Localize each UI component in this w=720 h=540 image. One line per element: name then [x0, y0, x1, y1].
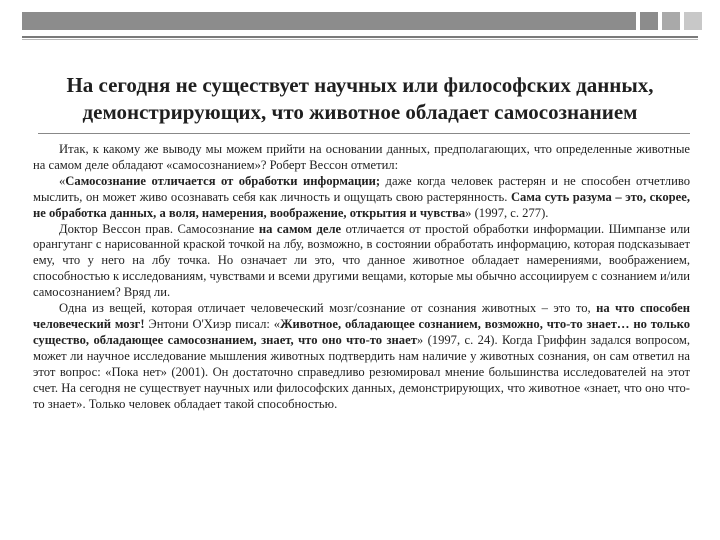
- slide-title-line2: демонстрирующих, что животное обладает самосознанием: [82, 100, 638, 124]
- slide-title: [20, 72, 700, 126]
- bold-phrase: Сама суть разума – это, скорее, не обработка данных, а воля, намерения, воображение, открытия и чувства: [33, 189, 690, 220]
- quote-open: «: [59, 173, 66, 188]
- slide-title-line1: На сегодня не существует научных или философских данных,: [66, 73, 654, 97]
- text-span: Доктор Вессон прав. Самосознание: [59, 221, 259, 236]
- paragraph-1: Итак, к какому же выводу мы можем прийти на основании данных, предполагающих, что определенные животные на самом деле обладают «самосознанием»? Роберт Вессон отметил:: [33, 142, 690, 172]
- bold-phrase: на самом деле: [258, 221, 342, 236]
- bold-phrase: Самосознание отличается от обработки информации;: [65, 173, 381, 188]
- header-bar: [22, 12, 636, 30]
- paragraph-3: [33, 222, 690, 302]
- slide-body: [33, 142, 690, 412]
- header-squares: [640, 12, 702, 30]
- bold-phrase: на что способен человеческий мозг!: [33, 301, 690, 331]
- text-span: Одна из вещей, которая отличает человеческий мозг/сознание от сознания животных – это то,: [59, 301, 597, 316]
- paragraph-4: [33, 301, 690, 412]
- header-square-mid: [662, 12, 680, 30]
- text-span: даже когда человек растерян и не способен отчетливо мыслить, он может живо осознавать себя как личность и ощущать свою растерянность.: [33, 173, 690, 204]
- bold-phrase: Животное, обладающее сознанием, возможно, что-то знает… но только существо, обладающее самосознанием, знает, что оно что-то знает: [33, 316, 691, 347]
- header-square-light: [684, 12, 702, 30]
- citation: » (1997, с. 277).: [465, 205, 549, 220]
- header-divider-thin: [22, 39, 698, 40]
- header-divider: [22, 36, 698, 38]
- paragraph-2: [33, 174, 690, 222]
- text-span: Энтони О'Хиэр писал: «: [144, 316, 281, 331]
- text-span: » (1997, с. 24). Когда Гриффин задался вопросом, может ли научное исследование мышления животных подтвердить нам наличие у животных сознания, он сам ответил на этот вопрос: «Пока нет» (2001). Он достаточно справедливо резюмировал мнение большинства исследователей на этот счет. На сегодня не существует научных или философских данных, демонстрирующих, что животное «знает, что оно что-то знает». Только человек обладает такой способностью.: [33, 332, 690, 411]
- header-square-dark: [640, 12, 658, 30]
- title-underline: [38, 133, 690, 134]
- text-span: отличается от простой обработки информации. Шимпанзе или орангутанг с нарисованной краской точкой на лбу, возможно, в состоянии обработать информацию, которая подсказывает ему, что у него на лбу точка. Но означает ли это, что данное животное обладает намерениями, воображением, способностью к исследованиям, чувствами и всеми другими вещами, которые мы обычно ассоциируем с сознанием и/или самосознанием? Вряд ли.: [33, 221, 690, 300]
